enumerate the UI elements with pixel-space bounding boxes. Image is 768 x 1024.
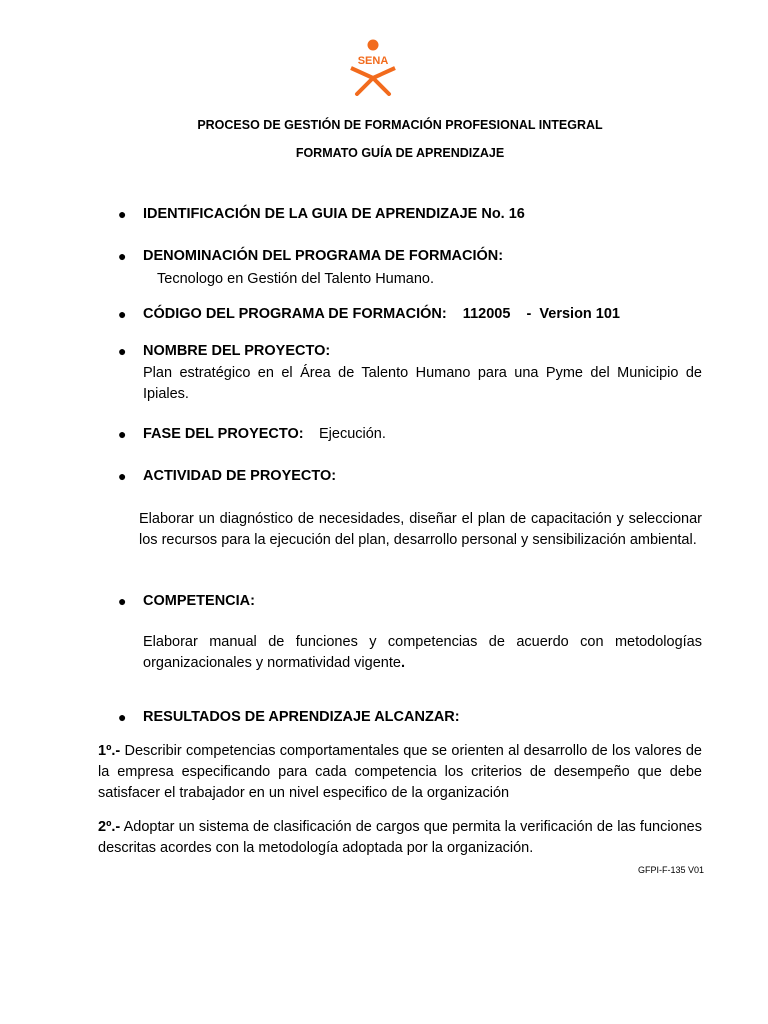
fase-value: Ejecución. <box>319 426 386 442</box>
competencia-period: . <box>400 655 405 671</box>
result-1 <box>98 741 702 804</box>
form-code: GFPI-F-135 V01 <box>637 865 704 875</box>
bullet: ● <box>118 306 127 322</box>
sena-logo <box>343 38 403 96</box>
nombre-value: Plan estratégico en el Área de Talento Humano para una Pyme del Municipio de Ipiales. <box>143 365 702 402</box>
competencia-label: COMPETENCIA: <box>143 593 255 609</box>
bullet: ● <box>118 248 127 264</box>
result-1-text: Describir competencias comportamentales que se orienten al desarrollo de los valores de la empresa especificando para cada competencia los criterios de desempeño que debe satisfacer el trabajador en un nivel especifico de la organización <box>98 743 702 801</box>
denominacion-label: DENOMINACIÓN DEL PROGRAMA DE FORMACIÓN: <box>143 248 504 264</box>
bullet: ● <box>118 343 127 359</box>
competencia-text: Elaborar manual de funciones y competencias de acuerdo con metodologías organizacionales y normatividad vigente <box>143 634 702 671</box>
resultados-label: RESULTADOS DE APRENDIZAJE ALCANZAR: <box>143 709 460 725</box>
result-2 <box>98 817 702 859</box>
actividad-label: ACTIVIDAD DE PROYECTO: <box>143 468 337 484</box>
bullet: ● <box>118 468 127 484</box>
header-process-title: PROCESO DE GESTIÓN DE FORMACIÓN PROFESIONAL INTEGRAL <box>197 118 603 132</box>
codigo-label: CÓDIGO DEL PROGRAMA DE FORMACIÓN: 112005 - Version 101 <box>143 306 620 322</box>
competencia-value <box>143 632 702 674</box>
identificacion-label: IDENTIFICACIÓN DE LA GUIA DE APRENDIZAJE No. 16 <box>143 206 525 222</box>
bullet: ● <box>118 709 127 725</box>
result-1-number: 1º.- <box>98 743 121 759</box>
header-format-title: FORMATO GUÍA DE APRENDIZAJE <box>295 146 505 160</box>
bullet: ● <box>118 593 127 609</box>
bullet: ● <box>118 426 127 442</box>
fase-label: FASE DEL PROYECTO: <box>143 426 304 442</box>
nombre-label: NOMBRE DEL PROYECTO: <box>143 343 331 359</box>
result-2-number: 2º.- <box>98 819 121 835</box>
result-2-text: Adoptar un sistema de clasificación de cargos que permita la verificación de las funciones descritas acordes con la metodología adoptada por la organización. <box>98 819 702 856</box>
bullet: ● <box>118 206 127 222</box>
actividad-value: Elaborar un diagnóstico de necesidades, diseñar el plan de capacitación y seleccionar los recursos para la ejecución del plan, desarrollo personal y sensibilización ambiental. <box>139 511 702 548</box>
logo-text: SENA <box>357 55 389 67</box>
denominacion-value: Tecnologo en Gestión del Talento Humano. <box>157 271 435 287</box>
